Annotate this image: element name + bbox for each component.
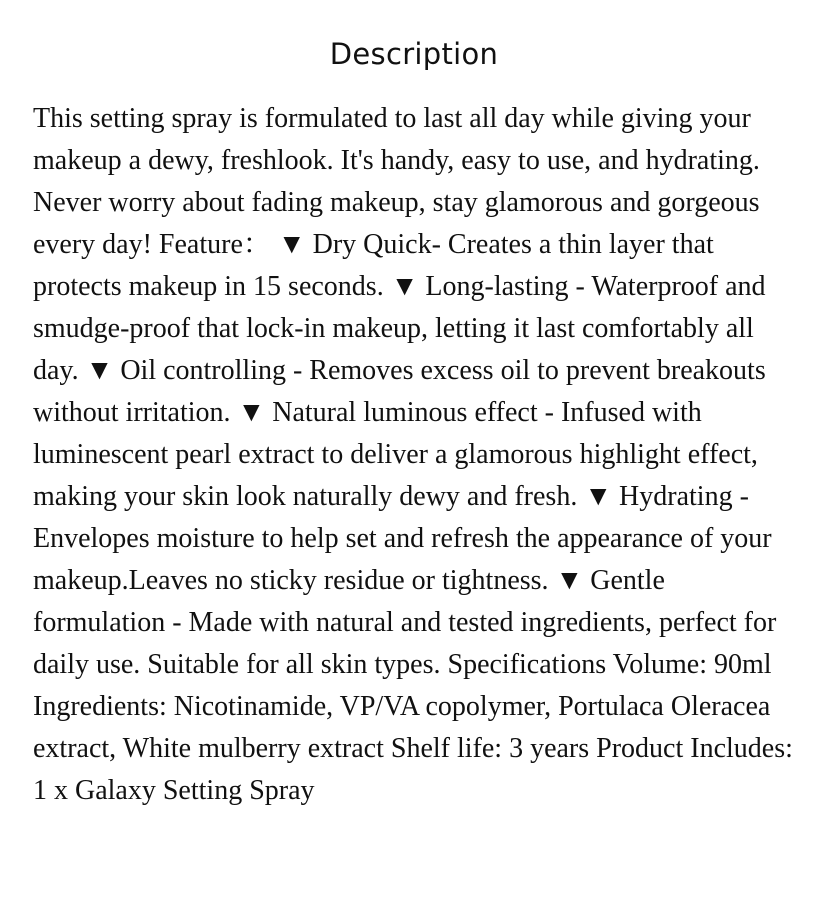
description-text: This setting spray is formulated to last all day while giving your makeup a dewy, freshlook. It's handy, easy to use, and hydrating. Never worry about fading makeup, stay glamorous and gorgeous every day! Feature： ▼ Dry Quick- Creates a thin layer that protects makeup in 15 seconds. ▼ Long-lasting - Waterproof and smudge-proof that lock-in makeup, letting it last comfortably all day. ▼ Oil controlling - Removes excess oil to prevent breakouts without irritation. ▼ Natural luminous effect - Infused with luminescent pearl extract to deliver a glamorous highlight effect, making your skin look naturally dewy and fresh. ▼ Hydrating - Envelopes moisture to help set and refresh the appearance of your makeup.Leaves no sticky residue or tightness. ▼ Gentle formulation - Made with natural and tested ingredients, perfect for daily use. Suitable for all skin types. Specifications Volume: 90ml Ingredients: Nicotinamide, VP/VA copolymer, Portulaca Oleracea extract, White mulberry extract Shelf life: 3 years Product Includes: 1 x Galaxy Setting Spray	[33, 103, 793, 806]
description-heading: Description	[329, 37, 499, 71]
